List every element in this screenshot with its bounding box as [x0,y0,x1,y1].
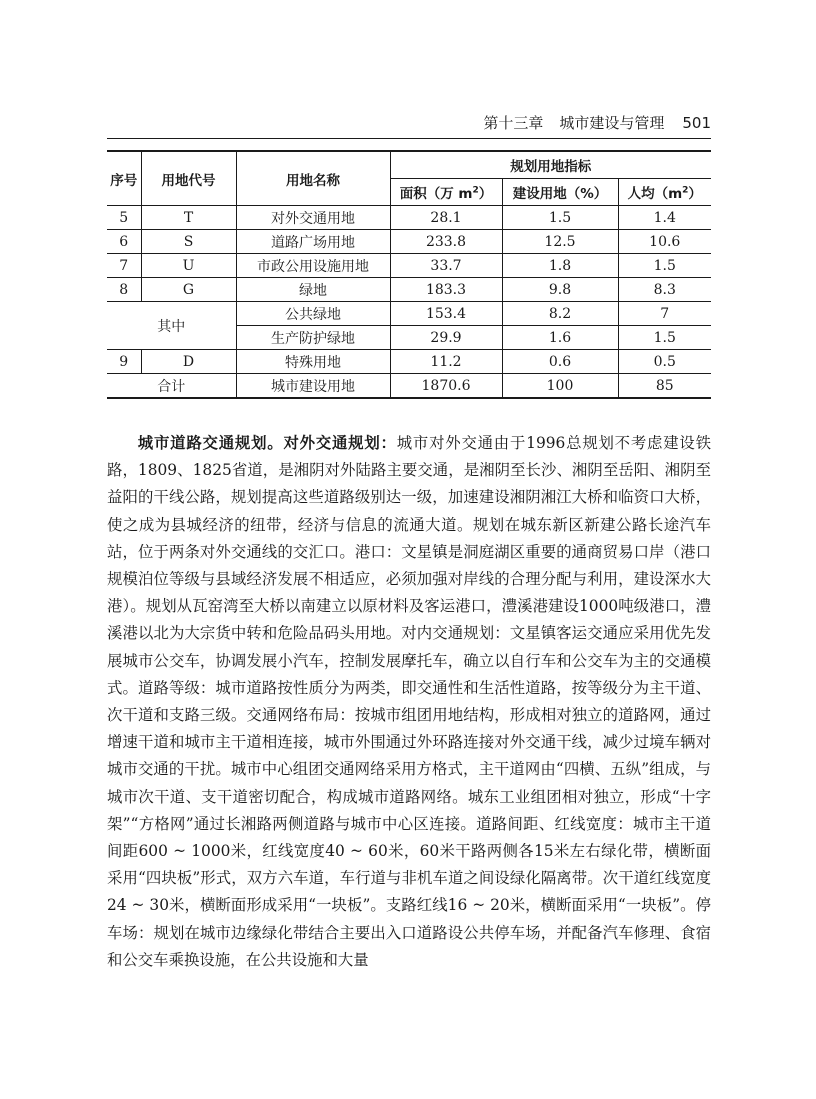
cell-code: D [141,350,236,374]
cell-per-capita: 7 [618,302,711,326]
cell-seq: 7 [107,254,141,278]
cell-per-capita: 85 [618,374,711,399]
cell-area: 153.4 [390,302,502,326]
body-paragraph [107,430,711,974]
cell-total-label: 合计 [107,374,236,399]
header-per-capita: 人均$(m^2)$ [618,179,711,206]
table-row [107,230,711,254]
cell-seq: 8 [107,278,141,302]
cell-code: S [141,230,236,254]
cell-name: 公共绿地 [236,302,390,326]
header-seq: 序号 [107,151,141,206]
table-row [107,302,711,326]
cell-name: 对外交通用地 [236,206,390,230]
cell-ratio: 9.8 [502,278,618,302]
cell-per-capita: 1.5 [618,254,711,278]
table-row [107,278,711,302]
cell-per-capita: 10.6 [618,230,711,254]
cell-sub-label: 其中 [107,302,236,350]
paragraph-text: 城市对外交通由于1996总规划不考虑建设铁路，1809、1825省道，是湘阴对外陆路主要交通，是湘阴至长沙、湘阴至岳阳、湘阴至益阳的干线公路，规划提高这些道路级别达一级，加速建设湘阴湘江大桥和临资口大桥，使之成为县城经济的纽带，经济与信息的流通大道。规划在城东新区新建公路长途汽车站，位于两条对外交通线的交汇口。港口：文星镇是洞庭湖区重要的通商贸易口岸（港口规模泊位等级与县域经济发展不相适应，必须加强对岸线的合理分配与利用，建设深水大港）。规划从瓦窑湾至大桥以南建立以原材料及客运港口，澧溪港建设1000吨级港口，澧溪港以北为大宗货中转和危险品码头用地。对内交通规划：文星镇客运交通应采用优先发展城市公交车，协调发展小汽车，控制发展摩托车，确立以自行车和公交车为主的交通模式。道路等级：城市道路按性质分为两类，即交通性和生活性道路，按等级分为主干道、次干道和支路三级。交通网络布局：按城市组团用地结构，形成相对独立的道路网，通过增速干道和城市主干道相连接，城市外围通过外环路连接对外交通干线，减少过境车辆对城市交通的干扰。城市中心组团交通网络采用方格式，主干道网由“四横、五纵”组成，与城市次干道、支干道密切配合，构成城市道路网络。城东工业组团相对独立，形成“十字架”“方格网”通过长湘路两侧道路与城市中心区连接。道路间距、红线宽度：城市主干道间距600 ~ 1000米，红线宽度40 ~ 60米，60米干路两侧各15米左右绿化带，横断面采用“四块板”形式，双方六车道，车行道与非机车道之间设绿化隔离带。次干道红线宽度24 ~ 30米，横断面形成采用“一块板”。支路红线16 ~ 20米，横断面采用“一块板”。停车场：规划在城市边缘绿化带结合主要出入口道路设公共停车场，并配备汽车修理、食宿和公交车乘换设施，在公共设施和大量 [107,434,711,969]
cell-code: T [141,206,236,230]
section-title: 城市建设与管理 [559,114,665,132]
cell-per-capita: 8.3 [618,278,711,302]
header-code: 用地代号 [141,151,236,206]
cell-ratio: 1.6 [502,326,618,350]
cell-name: 特殊用地 [236,350,390,374]
header-ratio: 建设用地（%） [502,179,618,206]
header-indicator-group: 规划用地指标 [390,151,711,179]
table-total-row [107,374,711,399]
cell-area: 33.7 [390,254,502,278]
cell-ratio: 1.8 [502,254,618,278]
chapter-label: 第十三章 [483,114,544,132]
cell-area: 1870.6 [390,374,502,399]
cell-seq: 6 [107,230,141,254]
land-use-table [107,150,711,399]
table-row [107,206,711,230]
cell-ratio: 1.5 [502,206,618,230]
cell-per-capita: 0.5 [618,350,711,374]
cell-ratio: 8.2 [502,302,618,326]
cell-area: 183.3 [390,278,502,302]
table-row [107,254,711,278]
running-header [107,112,711,139]
header-name: 用地名称 [236,151,390,206]
table-row [107,350,711,374]
cell-code: G [141,278,236,302]
lead-heading: 城市道路交通规划。 [137,434,284,452]
cell-area: 29.9 [390,326,502,350]
sub-heading: 对外交通规划： [283,434,397,452]
header-area: 面积（万 $m^2$） [390,179,502,206]
cell-per-capita: 1.5 [618,326,711,350]
cell-ratio: 12.5 [502,230,618,254]
cell-name: 绿地 [236,278,390,302]
cell-name: 城市建设用地 [236,374,390,399]
cell-name: 市政公用设施用地 [236,254,390,278]
page-number: 501 [682,114,711,132]
cell-seq: 9 [107,350,141,374]
cell-seq: 5 [107,206,141,230]
cell-ratio: 100 [502,374,618,399]
cell-name: 生产防护绿地 [236,326,390,350]
cell-area: 11.2 [390,350,502,374]
cell-code: U [141,254,236,278]
cell-ratio: 0.6 [502,350,618,374]
cell-name: 道路广场用地 [236,230,390,254]
cell-area: 233.8 [390,230,502,254]
cell-per-capita: 1.4 [618,206,711,230]
cell-area: 28.1 [390,206,502,230]
